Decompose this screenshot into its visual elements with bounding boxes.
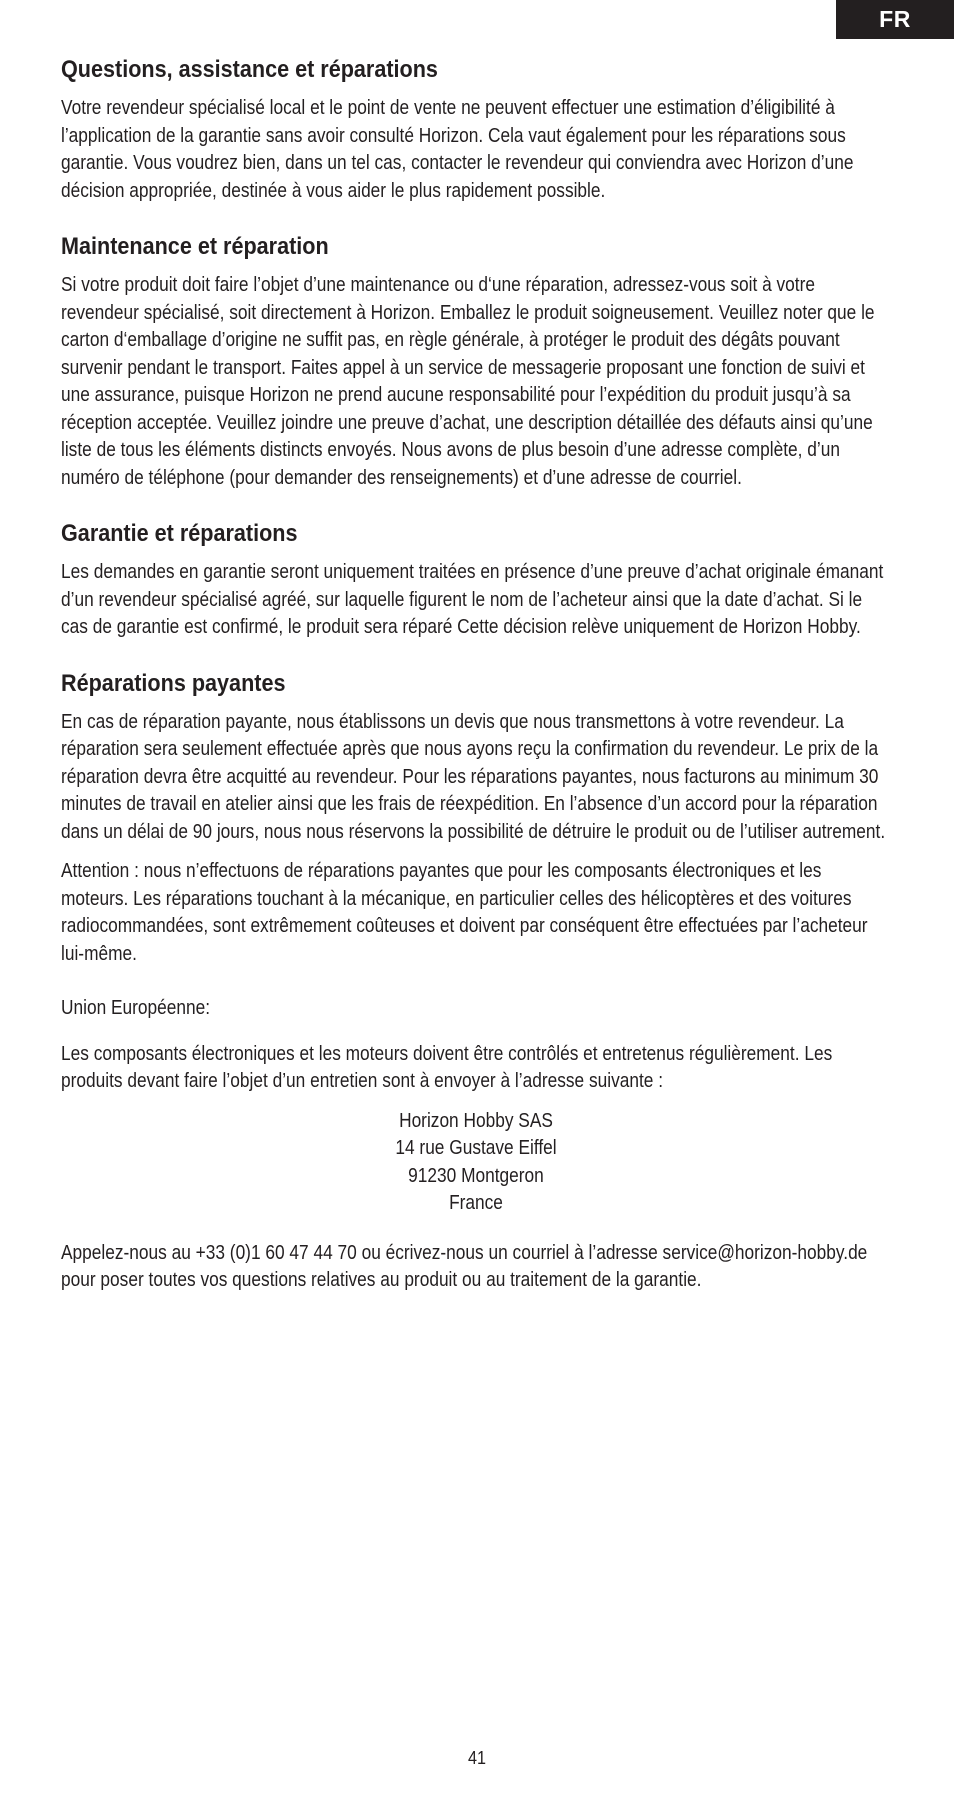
eu-text: Les composants électroniques et les moteurs doivent être contrôlés et entretenus régulièrement. Les produits devant faire l’objet d’un entretien sont à envoyer à l’adresse suivante : <box>61 1042 833 1092</box>
section-title: Questions, assistance et réparations <box>61 56 438 83</box>
section-title: Réparations payantes <box>61 669 286 697</box>
section-questions <box>61 55 891 205</box>
section-title: Garantie et réparations <box>61 520 298 547</box>
contact-paragraph: Appelez-nous au +33 (0)1 60 47 44 70 ou écrivez-nous un courriel à l’adresse service@horizon-hobby.de pour poser toutes vos questions relatives au produit ou au traitement de la garantie. <box>61 1241 868 1291</box>
address-line: 14 rue Gustave Eiffel <box>395 1137 557 1159</box>
section-paragraph: Votre revendeur spécialisé local et le point de vente ne peuvent effectuer une estimation d’éligibilité à l’application de la garantie sans avoir consulté Horizon. Cela vaut également pour les réparations sous garantie. Vous voudrez bien, dans un tel cas, contacter le revendeur qui conviendra avec Horizon d’une décision appropriée, destinée à vous aider le plus rapidement possible. <box>61 97 854 202</box>
address-block <box>61 1108 891 1218</box>
language-tab: FR <box>836 0 954 39</box>
section-paid-repairs <box>61 669 891 969</box>
section-paragraph: Si votre produit doit faire l’objet d’une maintenance ou d‘une réparation, adressez-vous soit à votre revendeur spécialisé, soit directement à Horizon. Emballez le produit soigneusement. Veuillez noter que le carton d‘emballage d’origine ne suffit pas, en règle générale, à protéger le produit des dégâts pouvant survenir pendant le transport. Faites appel à un service de messagerie proposant une fonction de suivi et une assurance, puisque Horizon ne prend aucune responsabilité pour l’expédition du produit jusqu’à sa réception acceptée. Veuillez joindre une preuve d’achat, une description détaillée des défauts ainsi qu’une liste de tous les éléments distincts envoyés. Nous avons de plus besoin d’une adresse complète, d’un numéro de téléphone (pour demander des renseignements) et d’une adresse de courriel. <box>61 274 875 489</box>
section-paragraph: En cas de réparation payante, nous établissons un devis que nous transmettons à votre revendeur. La réparation sera seulement effectuée après que nous ayons reçu la confirmation du revendeur. Le prix de la réparation devra être acquitté au revendeur. Pour les réparations payantes, nous facturons au minimum 30 minutes de travail en atelier ainsi que les frais de réexpédition. En l’absence d’un accord pour la réparation dans un délai de 90 jours, nous nous réservons la possibilité de détruire le produit ou de l’utiliser autrement. <box>61 710 886 843</box>
section-maintenance <box>61 232 891 492</box>
page-number: 41 <box>467 1748 487 1768</box>
section-paragraph: Attention : nous n’effectuons de réparations payantes que pour les composants électroniques et les moteurs. Les réparations touchant à la mécanique, en particulier celles des hélicoptères et des voitures radiocommandées, sont extrêmement coûteuses et doivent par conséquent être effectuées par l’acheteur lui-même. <box>61 860 868 965</box>
section-title: Maintenance et réparation <box>61 233 329 260</box>
address-line: Horizon Hobby SAS <box>399 1109 553 1132</box>
eu-label: Union Européenne: <box>61 997 211 1019</box>
section-paragraph: Les demandes en garantie seront uniquement traitées en présence d’une preuve d’achat originale émanant d’un revendeur spécialisé agréé, sur laquelle figurent le nom de l’acheteur ainsi que la date d’achat. Si le cas de garantie est confirmé, le produit sera réparé Cette décision relève uniquement de Horizon Hobby. <box>61 561 884 638</box>
address-line: 91230 Montgeron <box>408 1164 544 1187</box>
document-body <box>61 55 891 1307</box>
section-warranty <box>61 519 891 642</box>
address-line: France <box>449 1192 503 1214</box>
